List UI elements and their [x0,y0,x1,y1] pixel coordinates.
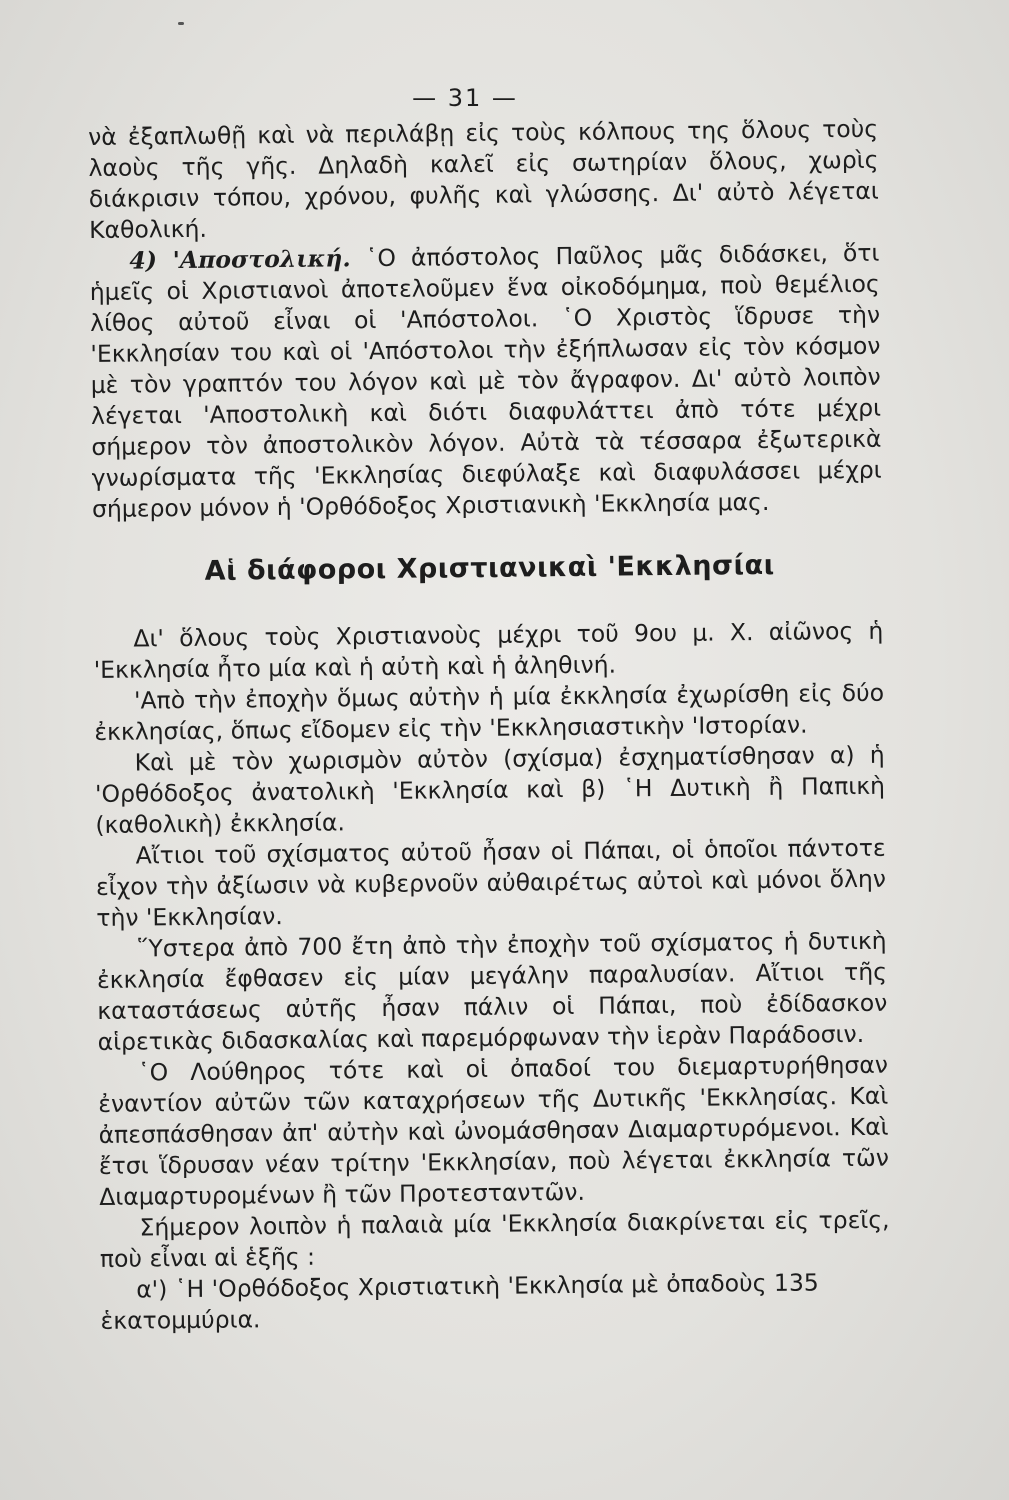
page-number: — 31 — [412,84,518,112]
paragraph-schism: Καὶ μὲ τὸν χωρισμὸν αὐτὸν (σχίσμα) ἐσχηματίσθησαν α) ἡ 'Ορθόδοξος ἀνατολικὴ 'Εκκλησία καὶ β) ῾Η Δυτικὴ ἢ Παπικὴ (καθολικὴ) ἐκκλησία. [94,740,886,839]
paragraph-apostolic-text: ῾Ο ἀπόστολος Παῦλος μᾶς διδάσκει, ὅτι ἡμεῖς οἱ Χριστιανοὶ ἀποτελοῦμεν ἕνα οἰκοδόμημα, ποὺ θεμέλιος λίθος αὐτοῦ εἶναι οἱ 'Απόστολοι. ῾Ο Χριστὸς ἵδρυσε τὴν 'Εκκλησίαν του καὶ οἱ 'Απόστολοι τὴν ἐξήπλωσαν εἰς τὸν κόσμον μὲ τὸν γραπτόν του λόγον καὶ μὲ τὸν ἄγραφον. Δι' αὐτὸ λοιπὸν λέγεται 'Αποστολικὴ καὶ διότι διαφυλάττει ἀπὸ τότε μέχρι σήμερον τὸν ἀποστολικὸν λόγον. Αὐτὰ τὰ τέσσαρα ἐξωτερικὰ γνωρίσματα τῆς 'Εκκλησίας διεφύλαξε καὶ διαφυλάσσει μέχρι σήμερον μόνον ἡ 'Ορθόδοξος Χριστιανικὴ 'Εκκλησία μας. [89,238,882,523]
paragraph-luther: ῾Ο Λούθηρος τότε καὶ οἱ ὀπαδοί του διεμαρτυρήθησαν ἐναντίον αὐτῶν τῶν καταχρήσεων τῆς Δυτικῆς 'Εκκλησίας. Καὶ ἀπεσπάσθησαν ἀπ' αὐτὴν καὶ ὠνομάσθησαν Διαμαρτυρόμενοι. Καὶ ἔτσι ἵδρυσαν νέαν τρίτην 'Εκκλησίαν, ποὺ λέγεται ἐκκλησία τῶν Διαμαρτυρομένων ἢ τῶν Προτεσταντῶν. [98,1050,890,1211]
item-label-apostolic: 4) 'Αποστολική. [129,244,351,275]
ink-speck [178,22,184,25]
paragraph-decline: ῞Υστερα ἀπὸ 700 ἔτη ἀπὸ τὴν ἐποχὴν τοῦ σχίσματος ἡ δυτικὴ ἐκκλησία ἔφθασεν εἰς μίαν μεγάλην παραλυσίαν. Αἴτιοι τῆς καταστάσεως αὐτῆς ἦσαν πάλιν οἱ Πάπαι, ποὺ ἐδίδασκον αἱρετικὰς διδασκαλίας καὶ παρεμόρφωναν τὴν ἱερὰν Παράδοσιν. [96,926,888,1056]
paragraph-split: 'Απὸ τὴν ἐποχὴν ὅμως αὐτὴν ἡ μία ἐκκλησία ἐχωρίσθη εἰς δύο ἐκκλησίας, ὅπως εἴδομεν εἰς τὴν 'Εκκλησιαστικὴν 'Ιστορίαν. [94,678,885,746]
list-item-orthodox: α') ῾Η 'Ορθόδοξος Χριστιατικὴ 'Εκκλησία μὲ ὀπαδοὺς 135 ἑκατομμύρια. [100,1268,819,1335]
paragraph-catholic-continuation: νὰ ἐξαπλωθῇ καὶ νὰ περιλάβῃ εἰς τοὺς κόλπους της ὅλους τοὺς λαοὺς τῆς γῆς. Δηλαδὴ καλεῖ εἰς σωτηρίαν ὅλους, χωρὶς διάκρισιν τόπου, χρόνου, φυλῆς καὶ γλώσσης. Δι' αὐτὸ λέγεται Καθολική. [88,114,879,244]
paragraph-apostolic [89,238,882,525]
paragraph-unity: Δι' ὅλους τοὺς Χριστιανοὺς μέχρι τοῦ 9ου μ. Χ. αἰῶνος ἡ 'Εκκλησία ἦτο μία καὶ ἡ αὐτὴ καὶ ἡ ἀληθινή. [93,616,884,684]
paragraph-three-churches: Σήμερον λοιπὸν ἡ παλαιὰ μία 'Εκκλησία διακρίνεται εἰς τρεῖς, ποὺ εἶναι αἱ ἑξῆς : [99,1205,890,1273]
page-body [88,114,891,1337]
paragraph-popes: Αἴτιοι τοῦ σχίσματος αὐτοῦ ἦσαν οἱ Πάπαι, οἱ ὁποῖοι πάντοτε εἶχον τὴν ἀξίωσιν νὰ κυβερνοῦν αὐθαιρέτως αὐτοὶ καὶ μόνοι ὅλην τὴν 'Εκκλησίαν. [95,833,887,932]
section-heading: Αἱ διάφοροι Χριστιανικαὶ 'Εκκλησίαι [204,549,775,587]
